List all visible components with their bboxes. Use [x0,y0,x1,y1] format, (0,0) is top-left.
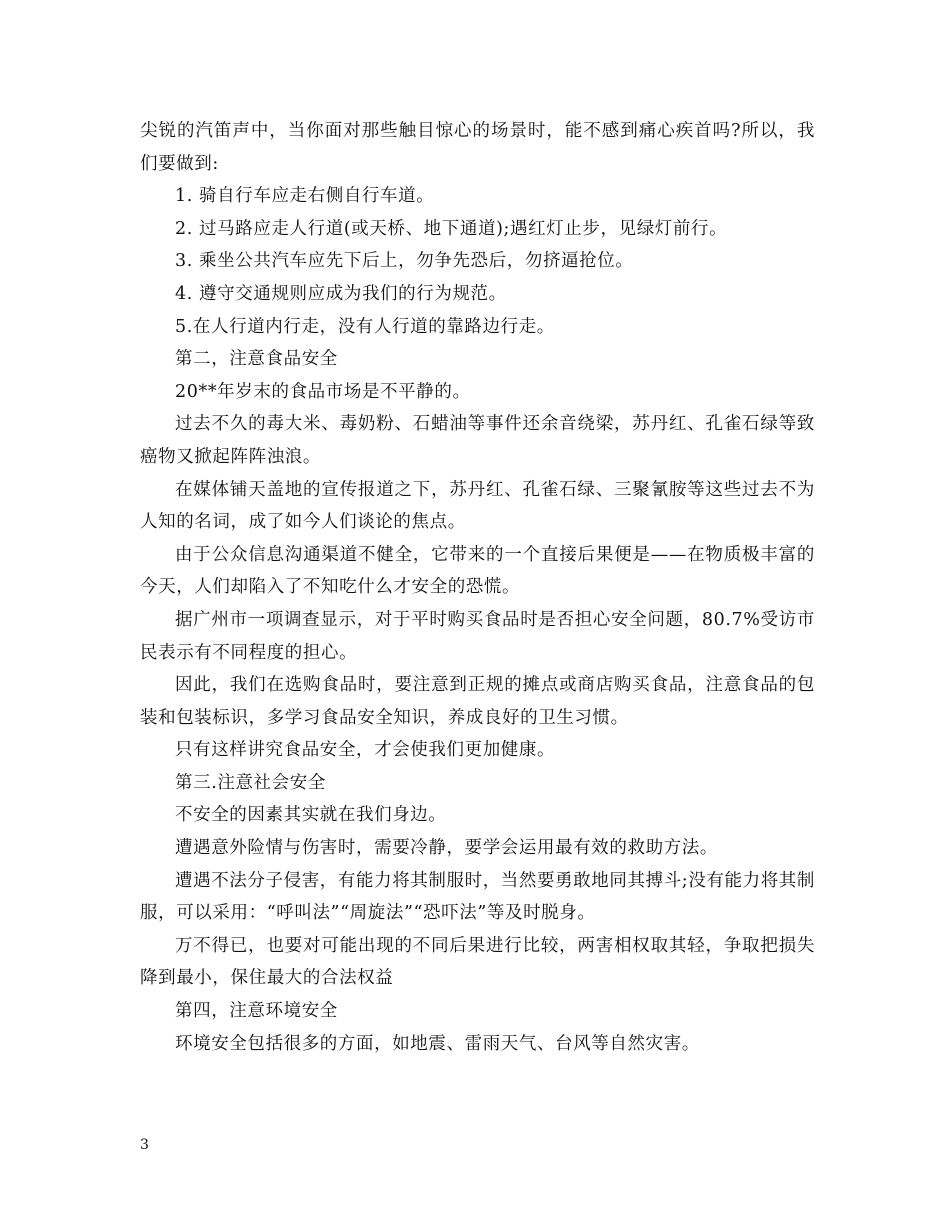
paragraph: 过去不久的毒大米、毒奶粉、石蜡油等事件还余音绕梁，苏丹红、孔雀石绿等致癌物又掀起阵阵浊浪。 [140,414,815,467]
page-number: 3 [140,1137,149,1153]
paragraph: 遭遇意外险情与伤害时，需要冷静，要学会运用最有效的救助方法。 [175,838,718,859]
paragraph: 20**年岁末的食品市场是不平静的。 [175,381,471,402]
paragraph: 不安全的因素其实就在我们身边。 [175,805,447,826]
paragraph: 因此，我们在选购食品时，要注意到正规的摊点或商店购买食品，注意食品的包装和包装标识，多学习食品安全知识，养成良好的卫生习惯。 [140,675,815,728]
paragraph: 只有这样讲究食品安全，才会使我们更加健康。 [175,740,556,761]
list-item: 3. 乘坐公共汽车应先下后上，勿争先恐后，勿挤逼抢位。 [175,251,634,272]
body-text [140,115,815,1060]
list-item: 2. 过马路应走人行道(或天桥、地下通道);遇红灯止步，见绿灯前行。 [175,218,728,239]
paragraph: 在媒体铺天盖地的宣传报道之下，苏丹红、孔雀石绿、三聚氰胺等这些过去不为人知的名词，成了如今人们谈论的焦点。 [140,479,815,533]
paragraph: 据广州市一项调查显示，对于平时购买食品时是否担心安全问题，80.7%受访市民表示有不同程度的担心。 [140,609,815,663]
list-item: 5.在人行道内行走，没有人行道的靠路边行走。 [175,316,555,337]
section-heading: 第四，注意环境安全 [175,1001,338,1022]
section-heading: 第三.注意社会安全 [175,772,326,793]
paragraph: 尖锐的汽笛声中，当你面对那些触目惊心的场景时，能不感到痛心疾首吗?所以，我们要做到: [140,121,815,174]
list-item: 4. 遵守交通规则应成为我们的行为规范。 [175,283,507,304]
list-item: 1. 骑自行车应走右侧自行车道。 [175,186,435,207]
paragraph: 遭遇不法分子侵害，有能力将其制服时，当然要勇敢地同其搏斗;没有能力将其制服，可以采用：“呼叫法”“周旋法”“恐吓法”等及时脱身。 [140,870,815,924]
section-heading: 第二，注意食品安全 [175,349,338,370]
paragraph: 环境安全包括很多的方面，如地震、雷雨天气、台风等自然灾害。 [175,1033,700,1054]
paragraph: 由于公众信息沟通渠道不健全，它带来的一个直接后果便是——在物质极丰富的今天，人们却陷入了不知吃什么才安全的恐慌。 [140,544,815,598]
paragraph: 万不得已，也要对可能出现的不同后果进行比较，两害相权取其轻，争取把损失降到最小，保住最大的合法权益 [140,935,815,989]
